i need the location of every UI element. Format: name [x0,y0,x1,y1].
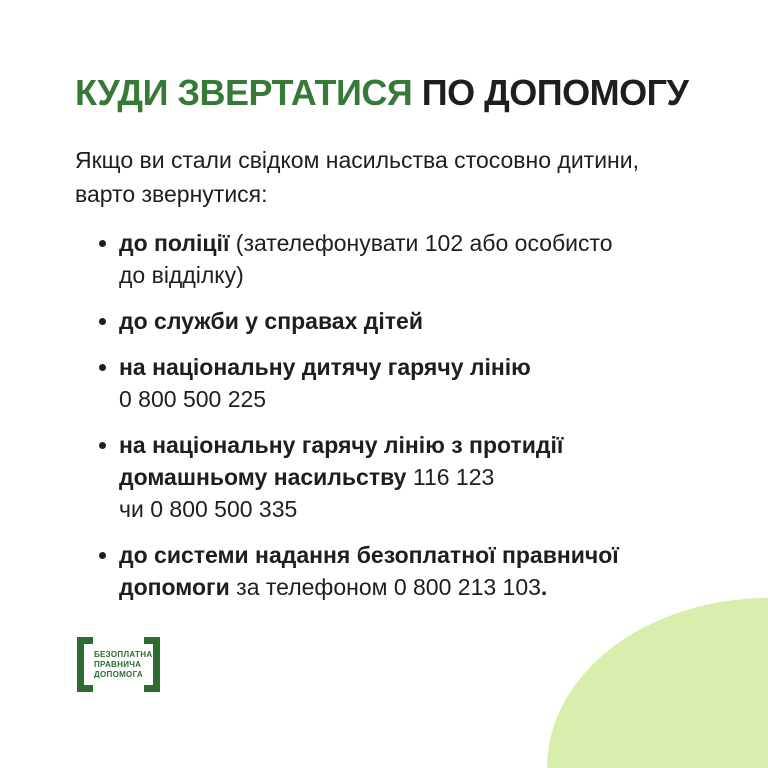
help-list-item-text: до системи надання безоплатної правничої допомоги за телефоном 0 800 213 103. [119,542,619,600]
bullet-dot-icon [99,552,106,559]
help-list-item-text: до служби у справах дітей [119,308,423,334]
help-list-item [75,539,700,603]
logo-right-bracket-icon [144,637,160,692]
bullet-dot-icon [99,442,106,449]
help-list [75,227,700,617]
help-list-item [75,227,700,291]
help-list-item-text: до поліції (зателефонувати 102 або особисто до відділку) [119,230,613,288]
help-list-item-text: на національну дитячу гарячу лінію 0 800 500 225 [119,354,531,412]
help-list-item-text: на національну гарячу лінію з протидії домашньому насильству 116 123 чи 0 800 500 335 [119,432,564,522]
legal-aid-logo [77,637,160,692]
decorative-blob [547,598,768,768]
title-highlight: КУДИ ЗВЕРТАТИСЯ [75,72,413,113]
intro-line-1: Якщо ви стали свідком насильства стосовно дитини, [75,147,639,173]
page-title [75,72,688,113]
title-rest: ПО ДОПОМОГУ [412,72,689,113]
logo-left-bracket-icon [77,637,93,692]
intro-line-2: варто звернутися: [75,181,268,207]
bullet-dot-icon [99,364,106,371]
logo-text-line-3: ДОПОМОГА [94,670,143,679]
bullet-dot-icon [99,318,106,325]
bullet-dot-icon [99,240,106,247]
intro-text [75,143,639,211]
help-list-item [75,351,700,415]
logo-text-line-1: БЕЗОПЛАТНА [94,650,153,659]
help-list-item [75,429,700,525]
logo-text-line-2: ПРАВНИЧА [94,660,142,669]
help-list-item [75,305,700,337]
